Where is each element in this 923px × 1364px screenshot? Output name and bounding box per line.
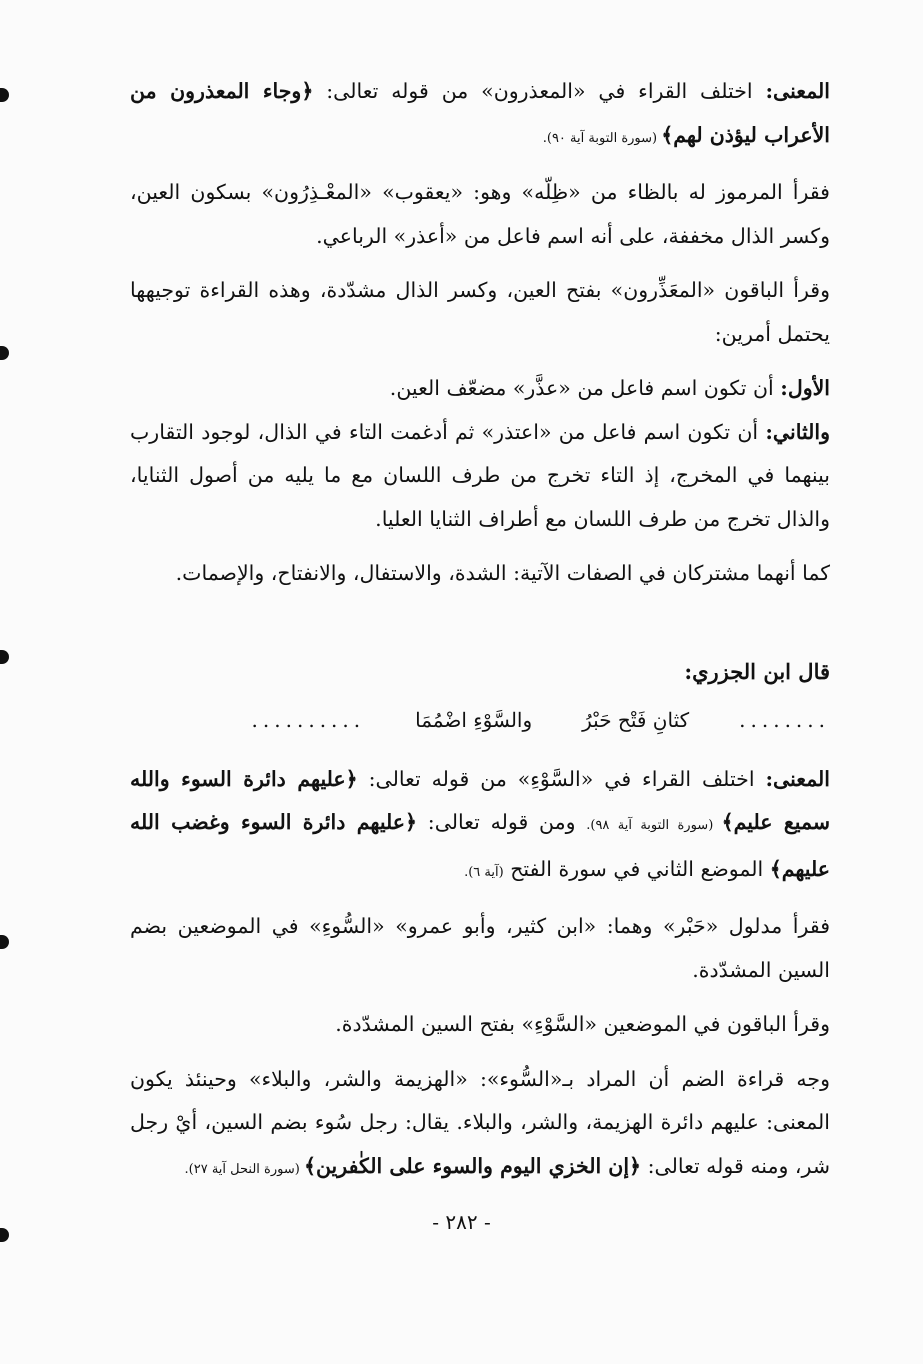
- margin-mark: [0, 88, 9, 102]
- quran-quote: ﴿وجاء المعذرون من الأعراب ليؤذن لهم﴾: [130, 79, 830, 147]
- meaning-label: المعنى:: [765, 79, 830, 103]
- paragraph-second-option: [130, 411, 830, 542]
- verse-dots-right: ........: [739, 707, 830, 732]
- paragraph-others-fatha: وقرأ الباقون في الموضعين «السَّوْءِ» بفتح السين المشدّدة.: [335, 1012, 830, 1036]
- margin-mark: [0, 650, 9, 664]
- quran-quote: ﴿إن الخزي اليوم والسوء على الكٰفرين﴾: [303, 1153, 642, 1178]
- paragraph-text: الموضع الثاني في سورة الفتح: [503, 856, 770, 881]
- verse-dots-left: ..........: [251, 707, 366, 732]
- paragraph-text: وجه قراءة الضم أن المراد بـ«السُّوء»: «الهزيمة والشر، والبلاء» وحينئذ يكون المعنى: عليهم دائرة الهزيمة، والشر، والبلاء. يقال: رجل سُوء بضم السين، أيْ رجل شر، ومنه قوله تعالى:: [130, 1066, 830, 1178]
- page-number: - ٢٨٢ -: [432, 1210, 491, 1234]
- quran-quote: ﴿عليهم دائرة السوء والله سميع عليم﴾: [130, 766, 830, 834]
- paragraph-text: أن تكون اسم فاعل من «عذَّر» مضعّف العين.: [389, 376, 781, 400]
- poem-verse: [130, 700, 830, 740]
- margin-mark: [0, 346, 9, 360]
- surah-reference: (سورة النحل آية ٢٧).: [184, 1161, 304, 1177]
- paragraph-first-option: [130, 367, 830, 411]
- paragraph-meaning-1: [130, 70, 830, 160]
- paragraph-hibr-reading: فقرأ مدلول «حَبْر» وهما: «ابن كثير، وأبو عمرو» «السُّوءِ» في الموضعين بضم السين المشدّدة.: [130, 914, 830, 982]
- quran-quote: ﴿عليهم دائرة السوء وغضب الله عليهم﴾: [130, 810, 830, 881]
- paragraph-yaqub-reading: فقرأ المرموز له بالظاء من «ظِلّه» وهو: «يعقوب» «المعْـذِرُون» بسكون العين، وكسر الذال مخففة، على أنه اسم فاعل من «أعذر» الرباعي.: [130, 180, 830, 248]
- paragraph-damma-explanation: [130, 1058, 830, 1192]
- paragraph-text: اختلف القراء في «السَّوْءِ» من قوله تعالى:: [357, 766, 766, 791]
- verse-hemistich-1: كثانِ فَتْح حَبْرُ: [582, 707, 690, 732]
- meaning-label: المعنى:: [765, 766, 830, 791]
- second-label: والثاني:: [765, 419, 830, 444]
- verse-hemistich-2: والسَّوْءِ اضْمُمَا: [415, 707, 533, 732]
- surah-reference: (سورة التوبة آية ٩٨).: [586, 818, 722, 833]
- surah-reference: (آية ٦).: [464, 864, 504, 880]
- page-body: [130, 70, 830, 1330]
- paragraph-others-reading: وقرأ الباقون «المعَذِّرون» بفتح العين، وكسر الذال مشدّدة، وهذه القراءة توجيهها يحتمل أمرين:: [130, 278, 830, 346]
- section-heading: قال ابن الجزري:: [684, 658, 830, 684]
- paragraph-meaning-2: [130, 758, 830, 895]
- paragraph-shared-attributes: كما أنهما مشتركان في الصفات الآتية: الشدة، والاستفال، والانفتاح، والإصمات.: [175, 561, 830, 585]
- margin-mark: [0, 935, 9, 949]
- paragraph-text: أن تكون اسم فاعل من «اعتذر» ثم أدغمت التاء في الذال، لوجود التقارب بينهما في المخرج، إذ التاء تخرج من طرف اللسان مع ما يليه من أصول الثنايا، والذال تخرج من طرف اللسان مع أطراف الثنايا العليا.: [130, 419, 830, 531]
- surah-reference: (سورة التوبة آية ٩٠).: [542, 130, 662, 146]
- first-label: الأول:: [780, 376, 830, 400]
- paragraph-text: ومن قوله تعالى:: [417, 810, 587, 834]
- paragraph-text: اختلف القراء في «المعذرون» من قوله تعالى:: [313, 79, 766, 103]
